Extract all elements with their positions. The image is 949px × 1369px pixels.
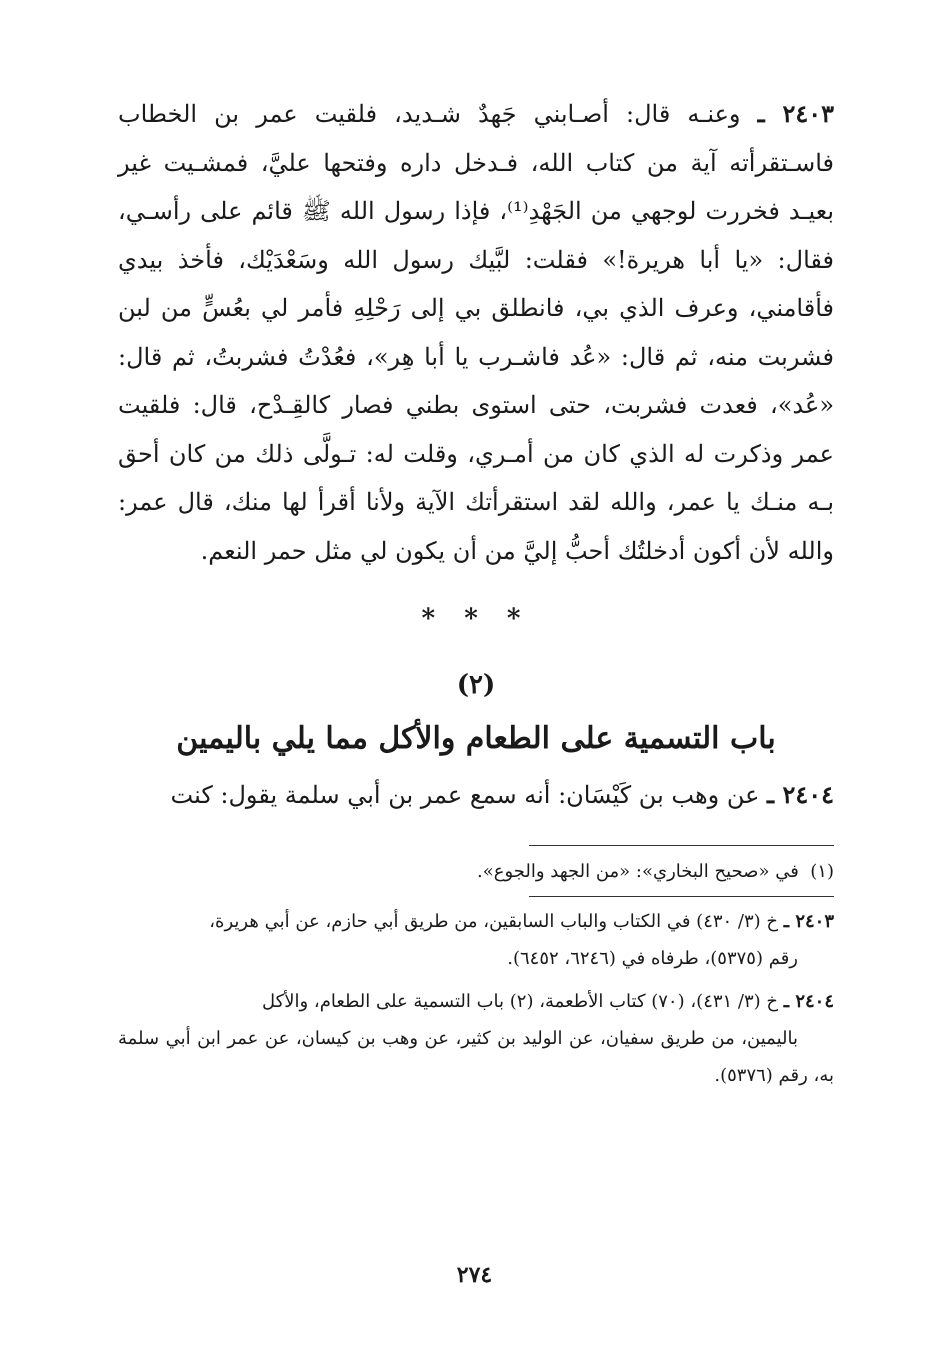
hadith-number: ٢٤٠٣ ـ	[757, 99, 834, 128]
source-continuation: رقم (٥٣٧٥)، طرفاه في (٦٢٤٦، ٦٤٥٢).	[507, 948, 798, 969]
chapter-number: (٢)	[456, 670, 496, 700]
footnote-text: في «صحيح البخاري»: «من الجهد والجوع».	[476, 861, 799, 882]
section-separator: * * *	[421, 604, 531, 634]
footnote	[118, 852, 834, 892]
source-note-2403	[118, 903, 834, 977]
hadith-2404	[118, 771, 834, 819]
source-continuation: باليمين، من طريق سفيان، عن الوليد بن كثير، عن وهب بن كيسان، عن عمر ابن أبي سلمة به، رقم (٥٣٧٦).	[118, 1028, 834, 1086]
source-text: خ (٣/ ٤٣٠) في الكتاب والباب السابقين، من طريق أبي حازم، عن أبي هريرة،	[209, 911, 779, 932]
source-number: ٢٤٠٤ ـ	[783, 991, 834, 1012]
hadith-number: ٢٤٠٤ ـ	[767, 780, 834, 809]
page-content	[118, 90, 834, 1094]
source-note-2404	[118, 983, 834, 1094]
source-text: خ (٣/ ٤٣١)، (٧٠) كتاب الأطعمة، (٢) باب التسمية على الطعام، والأكل	[262, 991, 779, 1012]
hadith-text: وعنـه قال: أصـابني جَهدٌ شـديد، فلقيت عمر بن الخطاب فاسـتقرأته آية من كتاب الله، فـدخل داره وفتحها عليَّ، فمشـيت غير بعيـد فخررت لوجهي من الجَهْدِ⁽¹⁾، فإذا رسول الله ﷺ قائم على رأسـي، فقال: «يا أبا هريرة!» فقلت: لبَّيك رسول الله وسَعْدَيْك، فأخذ بيدي فأقامني، وعرف الذي بي، فانطلق بي إلى رَحْلِهِ فأمر لي بعُسٍّ من لبن فشربت منه، ثم قال: «عُد فاشـرب يا أبا هِر»، فعُدْتُ فشربتُ، ثم قال: «عُد»، فعدت فشربت، حتى استوى بطني فصار كالقِـدْح، قال: فلقيت عمر وذكرت له الذي كان من أمـري، وقلت له: تـولَّى ذلك من كان أحق بـه منـك يا عمر، والله لقد استقرأتك الآية ولأنا أقرأ لها منك، قال عمر: والله لأن أكون أدخلتُك أحبُّ إليَّ من أن يكون لي مثل حمر النعم.	[118, 100, 835, 565]
sources-divider	[529, 896, 834, 897]
hadith-text: عن وهب بن كَيْسَان: أنه سمع عمر بن أبي سلمة يقول: كنت	[170, 781, 760, 809]
footnote-divider	[529, 845, 834, 846]
footnote-marker: (١)	[810, 861, 834, 882]
source-number: ٢٤٠٣ ـ	[783, 911, 834, 932]
page-number: ٢٧٤	[456, 1262, 493, 1288]
chapter-title: باب التسمية على الطعام والأكل مما يلي باليمين	[176, 721, 776, 756]
hadith-2403	[118, 90, 834, 575]
